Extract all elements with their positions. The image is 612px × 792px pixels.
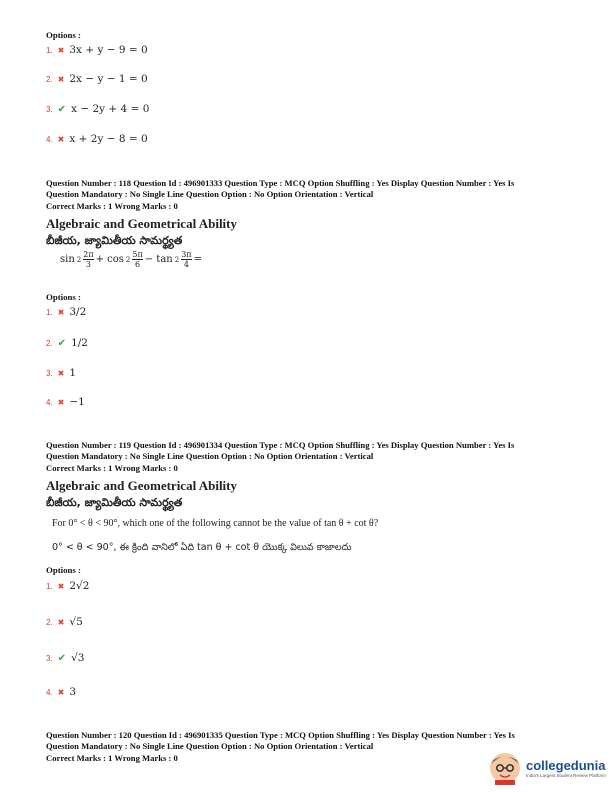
option-row bbox=[46, 686, 76, 698]
option-row bbox=[46, 337, 88, 349]
tan-label: − tan bbox=[144, 254, 173, 265]
question-meta-line-1: Question Number : 118 Question Id : 496901333 Question Type : MCQ Option Shuffling : Yes Display Question Number : Yes Is bbox=[46, 178, 515, 188]
wrong-mark-icon: ✖ bbox=[57, 368, 65, 378]
option-number: 3. bbox=[46, 368, 53, 378]
question-meta-line-2: Question Mandatory : No Single Line Question Option : No Option Orientation : Vertical bbox=[46, 451, 374, 461]
option-text: 2√2 bbox=[69, 580, 90, 592]
option-row bbox=[46, 73, 148, 85]
options-label: Options : bbox=[46, 292, 81, 302]
option-number: 1. bbox=[46, 581, 53, 591]
option-text: −1 bbox=[69, 396, 85, 408]
option-number: 3. bbox=[46, 104, 53, 114]
option-row bbox=[46, 306, 86, 318]
option-row bbox=[46, 103, 149, 115]
tan-exponent: 2 bbox=[174, 255, 180, 264]
option-text: √5 bbox=[69, 616, 83, 628]
option-number: 1. bbox=[46, 307, 53, 317]
numerator: 3π bbox=[181, 250, 192, 259]
marks-line: Correct Marks : 1 Wrong Marks : 0 bbox=[46, 201, 178, 211]
option-row bbox=[46, 44, 148, 56]
option-row bbox=[46, 652, 84, 664]
options-label: Options : bbox=[46, 565, 81, 575]
option-number: 4. bbox=[46, 687, 53, 697]
marks-line: Correct Marks : 1 Wrong Marks : 0 bbox=[46, 463, 178, 473]
option-text: x − 2y + 4 = 0 bbox=[71, 103, 150, 115]
numerator: 2π bbox=[83, 250, 94, 259]
question-text-te: 0° < θ < 90°, ఈ క్రింది వానిలో ఏది tan θ + cot θ యొక్క విలువ కాజాలదు bbox=[52, 542, 352, 553]
brand-logo bbox=[488, 750, 608, 786]
option-number: 2. bbox=[46, 74, 53, 84]
mascot-icon bbox=[488, 751, 522, 785]
question-meta-line-1: Question Number : 120 Question Id : 496901335 Question Type : MCQ Option Shuffling : Yes Display Question Number : Yes Is bbox=[46, 730, 515, 740]
section-heading-te: బీజీయ, జ్యామితీయ సామర్థ్యత bbox=[46, 234, 183, 247]
option-text: x + 2y − 8 = 0 bbox=[69, 133, 148, 145]
section-heading-en: Algebraic and Geometrical Ability bbox=[46, 478, 238, 493]
equals-sign: = bbox=[193, 254, 202, 265]
option-row bbox=[46, 396, 85, 408]
question-meta-line-1: Question Number : 119 Question Id : 496901334 Question Type : MCQ Option Shuffling : Yes Display Question Number : Yes Is bbox=[46, 440, 515, 450]
marks-line: Correct Marks : 1 Wrong Marks : 0 bbox=[46, 753, 178, 763]
numerator: 5π bbox=[132, 250, 143, 259]
question-meta-line-2: Question Mandatory : No Single Line Question Option : No Option Orientation : Vertical bbox=[46, 741, 374, 751]
brand-tagline: India's Largest Student Review Platform bbox=[526, 772, 606, 778]
option-text: 3 bbox=[69, 686, 77, 698]
question-text-en: For 0° < θ < 90°, which one of the following cannot be the value of tan θ + cot θ? bbox=[52, 518, 379, 529]
wrong-mark-icon: ✖ bbox=[57, 617, 65, 627]
cos-label: + cos bbox=[95, 254, 124, 265]
denominator: 4 bbox=[183, 260, 189, 269]
option-text: 3/2 bbox=[69, 306, 87, 318]
denominator: 3 bbox=[85, 260, 91, 269]
option-row bbox=[46, 133, 148, 145]
option-text: 3x + y − 9 = 0 bbox=[69, 44, 148, 56]
option-row bbox=[46, 580, 89, 592]
section-heading-te: బీజీయ, జ్యామితీయ సామర్థ్యత bbox=[46, 496, 183, 509]
trig-expression bbox=[60, 250, 202, 269]
option-text: 1/2 bbox=[71, 337, 88, 349]
brand-name: collegedunia bbox=[526, 757, 606, 773]
option-row bbox=[46, 367, 76, 379]
option-text: 2x − y − 1 = 0 bbox=[69, 73, 148, 85]
correct-check-icon: ✔ bbox=[57, 337, 67, 349]
question-meta-line-2: Question Mandatory : No Single Line Question Option : No Option Orientation : Vertical bbox=[46, 189, 374, 199]
correct-check-icon: ✔ bbox=[57, 652, 67, 664]
wrong-mark-icon: ✖ bbox=[57, 307, 65, 317]
option-row bbox=[46, 616, 83, 628]
sin-label: sin bbox=[60, 254, 75, 265]
option-text: √3 bbox=[71, 652, 85, 664]
wrong-mark-icon: ✖ bbox=[57, 45, 65, 55]
option-number: 2. bbox=[46, 338, 53, 348]
cos-exponent: 2 bbox=[125, 255, 131, 264]
wrong-mark-icon: ✖ bbox=[57, 687, 65, 697]
tan-fraction bbox=[181, 250, 191, 269]
sin-fraction bbox=[83, 250, 93, 269]
cos-fraction bbox=[132, 250, 142, 269]
wrong-mark-icon: ✖ bbox=[57, 134, 65, 144]
denominator: 6 bbox=[135, 260, 141, 269]
option-number: 1. bbox=[46, 45, 53, 55]
wrong-mark-icon: ✖ bbox=[57, 581, 65, 591]
correct-check-icon: ✔ bbox=[57, 103, 67, 115]
option-number: 3. bbox=[46, 653, 53, 663]
section-heading-en: Algebraic and Geometrical Ability bbox=[46, 216, 238, 231]
option-text: 1 bbox=[69, 367, 77, 379]
wrong-mark-icon: ✖ bbox=[57, 397, 65, 407]
option-number: 4. bbox=[46, 134, 53, 144]
sin-exponent: 2 bbox=[76, 255, 82, 264]
option-number: 2. bbox=[46, 617, 53, 627]
wrong-mark-icon: ✖ bbox=[57, 74, 65, 84]
options-label: Options : bbox=[46, 30, 81, 40]
option-number: 4. bbox=[46, 397, 53, 407]
